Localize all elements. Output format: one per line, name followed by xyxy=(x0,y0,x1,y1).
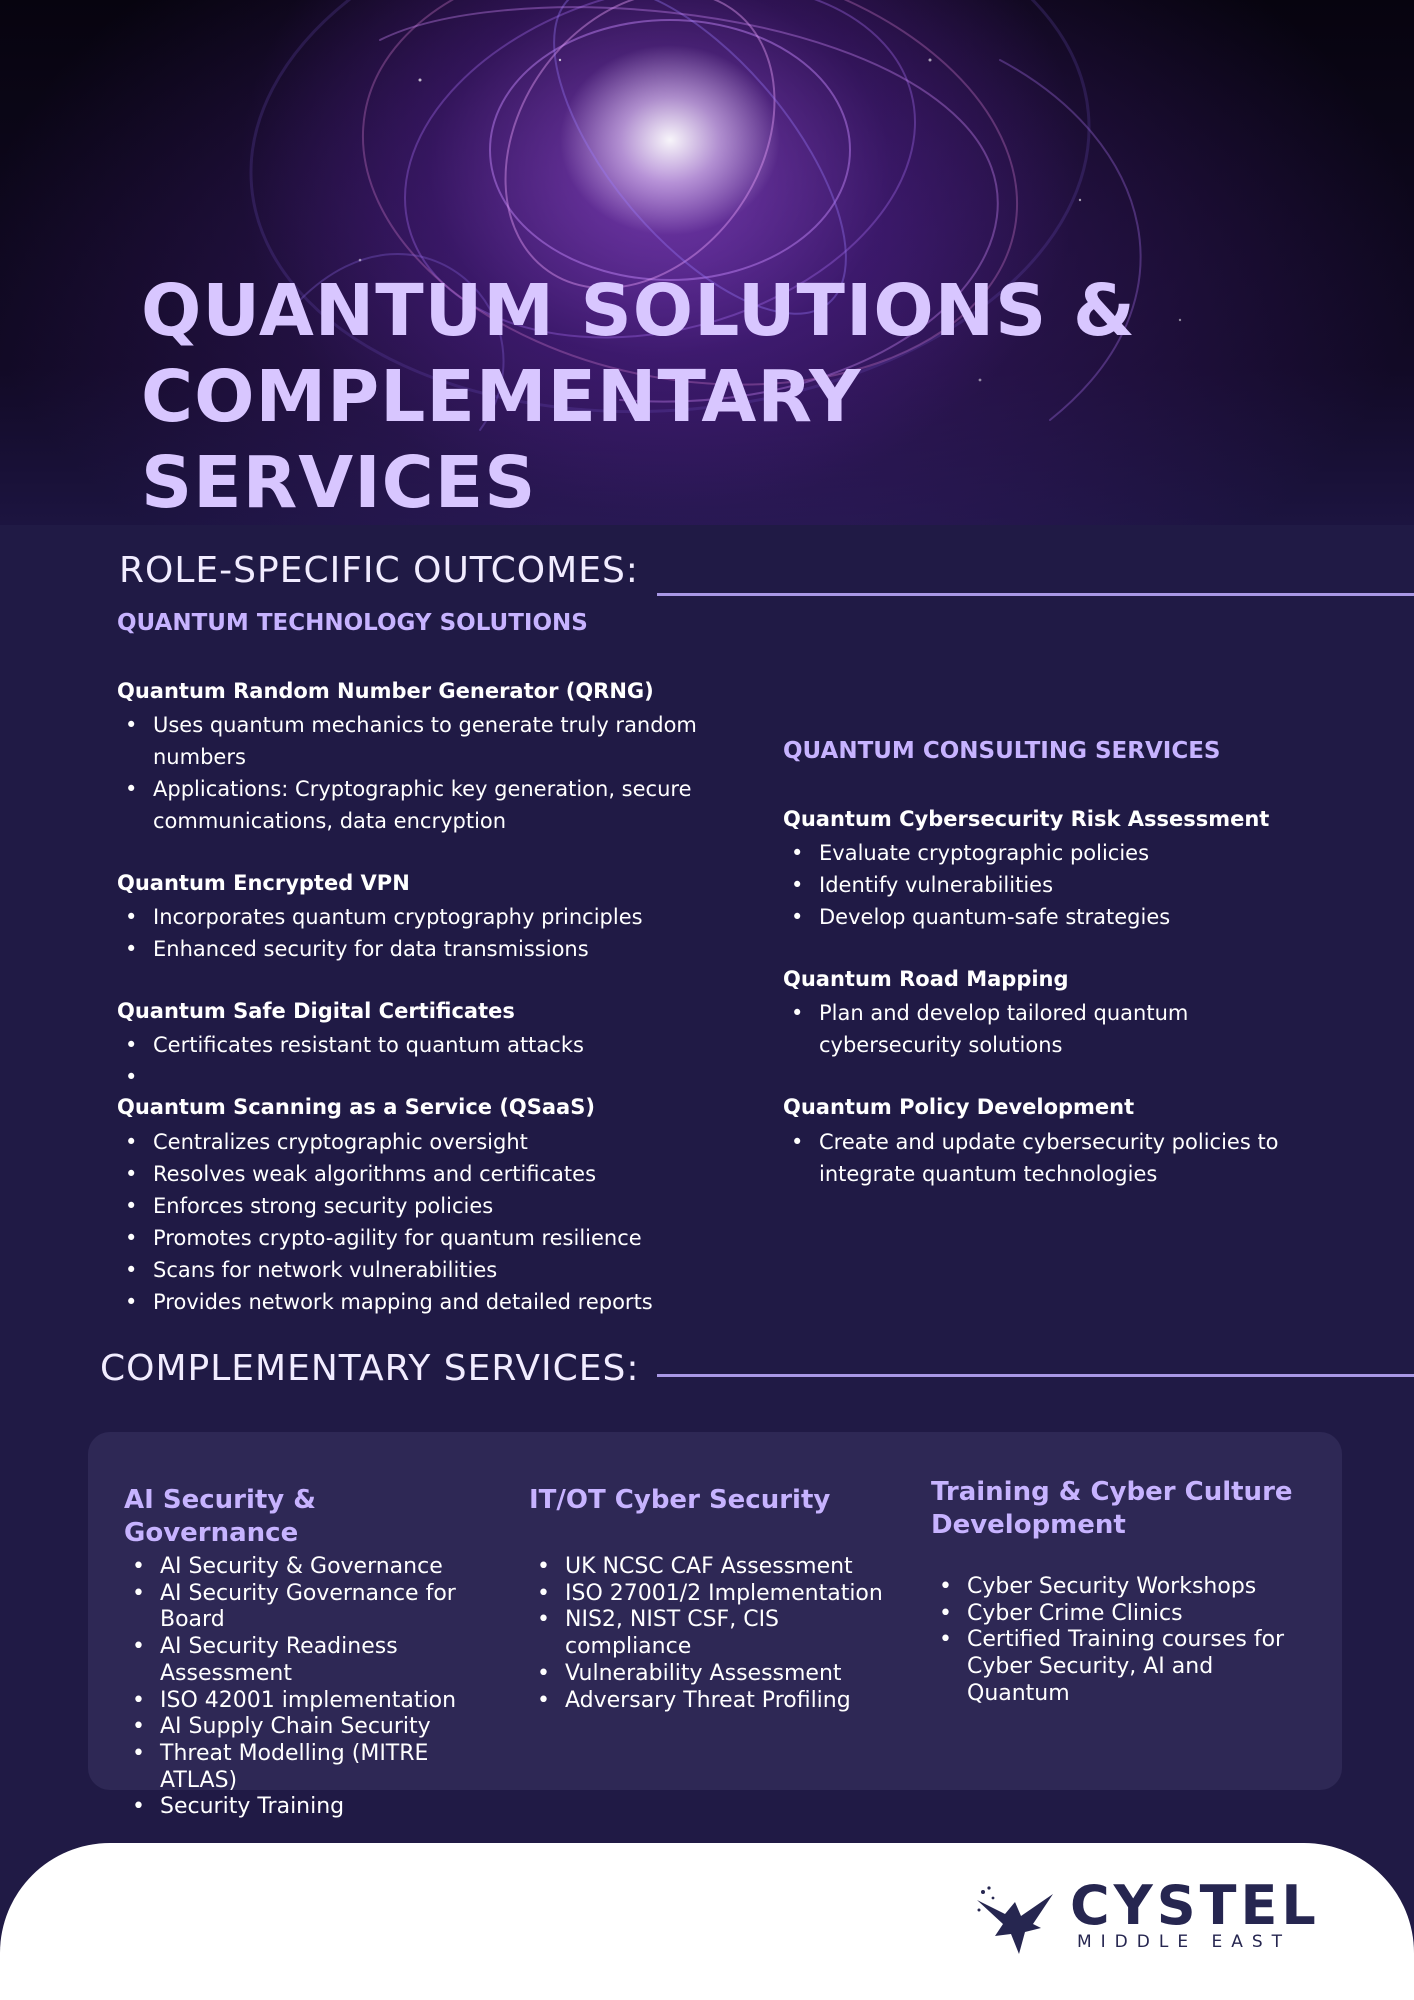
complementary-heading: COMPLEMENTARY SERVICES: xyxy=(100,1348,640,1389)
list-item: • NIS2, NIST CSF, CIS compliance xyxy=(529,1607,909,1660)
cystel-logo xyxy=(975,1874,1320,1960)
list-item: • Plan and develop tailored quantum cybersecurity solutions xyxy=(783,997,1223,1061)
list-item: • Provides network mapping and detailed reports xyxy=(117,1286,757,1318)
logo-subtitle: MIDDLE EAST xyxy=(1077,1932,1292,1952)
list-item: • Cyber Security Workshops xyxy=(931,1574,1301,1601)
service-title-itot: IT/OT Cyber Security xyxy=(529,1485,831,1515)
item-title-policy-development: Quantum Policy Development xyxy=(783,1095,1135,1119)
item-title-certificates: Quantum Safe Digital Certificates xyxy=(117,999,515,1023)
service-list-training xyxy=(931,1574,1301,1708)
eagle-icon xyxy=(975,1880,1070,1960)
list-item: • AI Security & Governance xyxy=(124,1554,504,1581)
list-item: • Create and update cybersecurity policies to integrate quantum technologies xyxy=(783,1126,1323,1190)
outcomes-divider xyxy=(657,593,1414,596)
service-list-ai xyxy=(124,1554,504,1821)
list-item: • AI Security Governance for Board xyxy=(124,1581,504,1634)
list-item: • Certificates resistant to quantum attacks xyxy=(117,1029,757,1061)
list-item: • Adversary Threat Profiling xyxy=(529,1688,909,1715)
technology-heading: QUANTUM TECHNOLOGY SOLUTIONS xyxy=(117,610,588,636)
outcomes-heading: ROLE-SPECIFIC OUTCOMES: xyxy=(119,550,639,591)
title-line-2: COMPLEMENTARY xyxy=(141,355,862,438)
list-item: • Vulnerability Assessment xyxy=(529,1661,909,1688)
service-title-ai: AI Security & Governance xyxy=(124,1485,316,1548)
item-title-vpn: Quantum Encrypted VPN xyxy=(117,871,410,895)
item-title-road-mapping: Quantum Road Mapping xyxy=(783,967,1069,991)
list-item: • Uses quantum mechanics to generate truly random numbers xyxy=(117,709,717,773)
list-item: • Threat Modelling (MITRE ATLAS) xyxy=(124,1741,504,1794)
page-title xyxy=(141,268,1136,525)
logo-wordmark: CYSTEL xyxy=(1070,1874,1320,1937)
list-item: • Evaluate cryptographic policies xyxy=(783,837,1343,869)
list-item: • Incorporates quantum cryptography principles xyxy=(117,901,757,933)
complementary-divider xyxy=(657,1374,1414,1377)
services-card xyxy=(88,1432,1342,1820)
consulting-heading: QUANTUM CONSULTING SERVICES xyxy=(783,738,1221,764)
bullets-qsaas xyxy=(117,1126,757,1318)
list-item: • AI Security Readiness Assessment xyxy=(124,1634,504,1687)
hero-banner xyxy=(0,0,1414,525)
bullets-vpn xyxy=(117,901,757,965)
bullets-policy-development xyxy=(783,1126,1323,1190)
list-item: • UK NCSC CAF Assessment xyxy=(529,1554,909,1581)
title-line-1: QUANTUM SOLUTIONS & xyxy=(141,269,1136,352)
list-item: • Centralizes cryptographic oversight xyxy=(117,1126,757,1158)
list-item: • Security Training xyxy=(124,1794,504,1821)
list-item: • Enforces strong security policies xyxy=(117,1190,757,1222)
item-title-qrng: Quantum Random Number Generator (QRNG) xyxy=(117,679,654,703)
list-item: • Develop quantum-safe strategies xyxy=(783,901,1343,933)
title-line-3: SERVICES xyxy=(141,441,537,524)
item-title-risk-assessment: Quantum Cybersecurity Risk Assessment xyxy=(783,807,1270,831)
list-item: • Promotes crypto-agility for quantum resilience xyxy=(117,1222,757,1254)
list-item: • Resolves weak algorithms and certificates xyxy=(117,1158,757,1190)
list-item: • AI Supply Chain Security xyxy=(124,1714,504,1741)
list-item: • Certified Training courses for Cyber Security, AI and Quantum xyxy=(931,1627,1301,1707)
bullets-qrng xyxy=(117,709,717,837)
list-item: • Applications: Cryptographic key generation, secure communications, data encryption xyxy=(117,773,717,837)
list-item: • ISO 42001 implementation xyxy=(124,1688,504,1715)
list-item: • Identify vulnerabilities xyxy=(783,869,1343,901)
service-list-itot xyxy=(529,1554,909,1714)
list-item: • Scans for network vulnerabilities xyxy=(117,1254,757,1286)
bullets-certificates xyxy=(117,1029,757,1061)
item-title-qsaas: Quantum Scanning as a Service (QSaaS) xyxy=(117,1095,595,1119)
list-item: • Enhanced security for data transmissions xyxy=(117,933,757,965)
list-item: • Cyber Crime Clinics xyxy=(931,1601,1301,1628)
bullets-road-mapping xyxy=(783,997,1223,1061)
list-item: • ISO 27001/2 Implementation xyxy=(529,1581,909,1608)
bullets-risk-assessment xyxy=(783,837,1343,933)
service-title-training: Training & Cyber Culture Development xyxy=(931,1477,1293,1540)
